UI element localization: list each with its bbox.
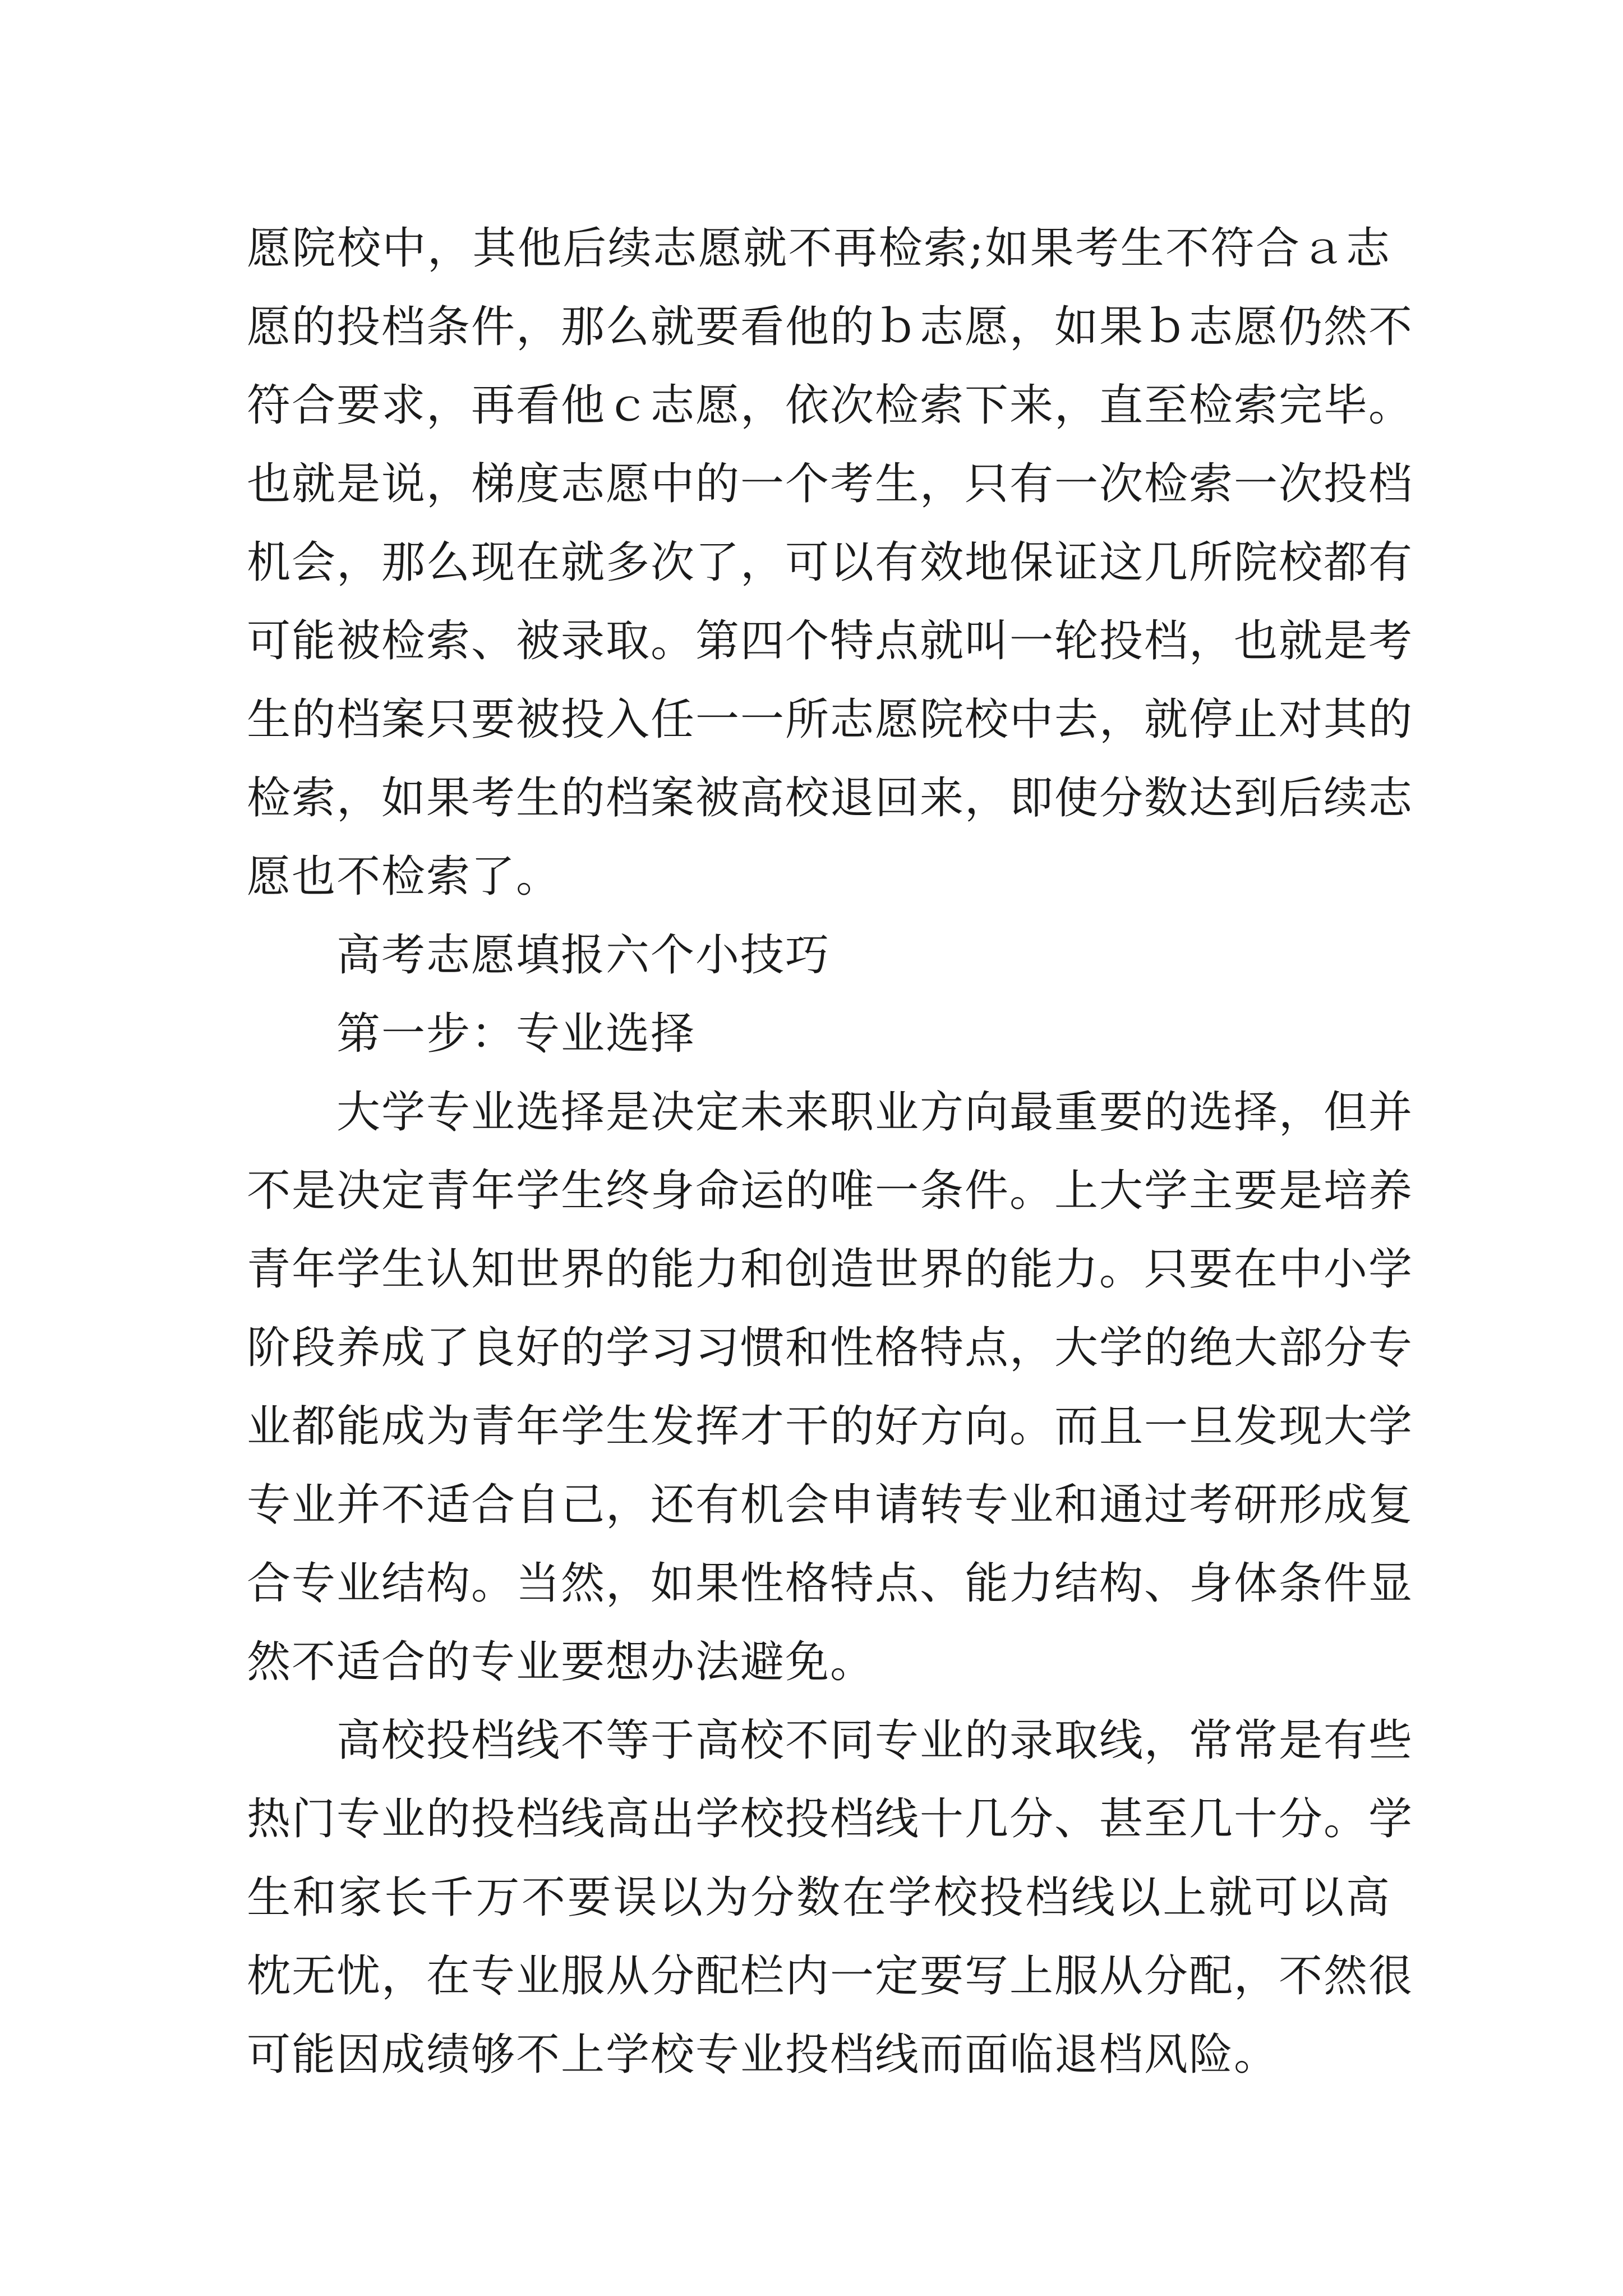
paragraph-3-line-5: 可能因成绩够不上学校专业投档线而面临退档风险。 [247, 2030, 1279, 2080]
paragraph-2-line-8: 然不适合的专业要想办法避免。 [247, 1637, 875, 1687]
paragraph-2-line-5: 业都能成为青年学生发挥才干的好方向。而且一旦发现大学 [247, 1401, 1414, 1452]
paragraph-3-line-1: 高校投档线不等于高校不同专业的录取线，常常是有些 [336, 1715, 1414, 1766]
paragraph-3-line-3: 生和家长千万不要误以为分数在学校投档线以上就可以高 [247, 1872, 1391, 1923]
paragraph-1-line-3: 符合要求，再看他ｃ志愿，依次检索下来，直至检索完毕。 [247, 380, 1414, 431]
paragraph-2-line-2: 不是决定青年学生终身命运的唯一条件。上大学主要是培养 [247, 1166, 1414, 1216]
paragraph-1-line-4: 也就是说，梯度志愿中的一个考生，只有一次检索一次投档 [247, 459, 1414, 509]
step-heading: 第一步：专业选择 [336, 1009, 696, 1059]
paragraph-3-line-4: 枕无忧，在专业服从分配栏内一定要写上服从分配，不然很 [247, 1951, 1414, 2001]
section-heading: 高考志愿填报六个小技巧 [336, 930, 831, 981]
paragraph-2-line-6: 专业并不适合自己，还有机会申请转专业和通过考研形成复 [247, 1480, 1414, 1530]
paragraph-1-line-7: 生的档案只要被投入任一一所志愿院校中去，就停止对其的 [247, 694, 1414, 745]
paragraph-2-line-7: 合专业结构。当然，如果性格特点、能力结构、身体条件显 [247, 1558, 1414, 1609]
paragraph-1-line-2: 愿的投档条件，那么就要看他的ｂ志愿，如果ｂ志愿仍然不 [247, 302, 1414, 352]
paragraph-1-line-5: 机会，那么现在就多次了，可以有效地保证这几所院校都有 [247, 537, 1414, 588]
paragraph-1-line-6: 可能被检索、被录取。第四个特点就叫一轮投档，也就是考 [247, 616, 1414, 666]
paragraph-3-line-2: 热门专业的投档线高出学校投档线十几分、甚至几十分。学 [247, 1794, 1414, 1844]
paragraph-2-line-4: 阶段养成了良好的学习习惯和性格特点，大学的绝大部分专 [247, 1323, 1414, 1373]
paragraph-2-line-3: 青年学生认知世界的能力和创造世界的能力。只要在中小学 [247, 1244, 1414, 1295]
paragraph-1-line-9: 愿也不检索了。 [247, 852, 561, 902]
paragraph-2-line-1: 大学专业选择是决定未来职业方向最重要的选择，但并 [336, 1087, 1414, 1138]
paragraph-1-line-8: 检索，如果考生的档案被高校退回来，即使分数达到后续志 [247, 773, 1414, 823]
paragraph-1-line-1: 愿院校中，其他后续志愿就不再检索;如果考生不符合ａ志 [247, 223, 1391, 274]
